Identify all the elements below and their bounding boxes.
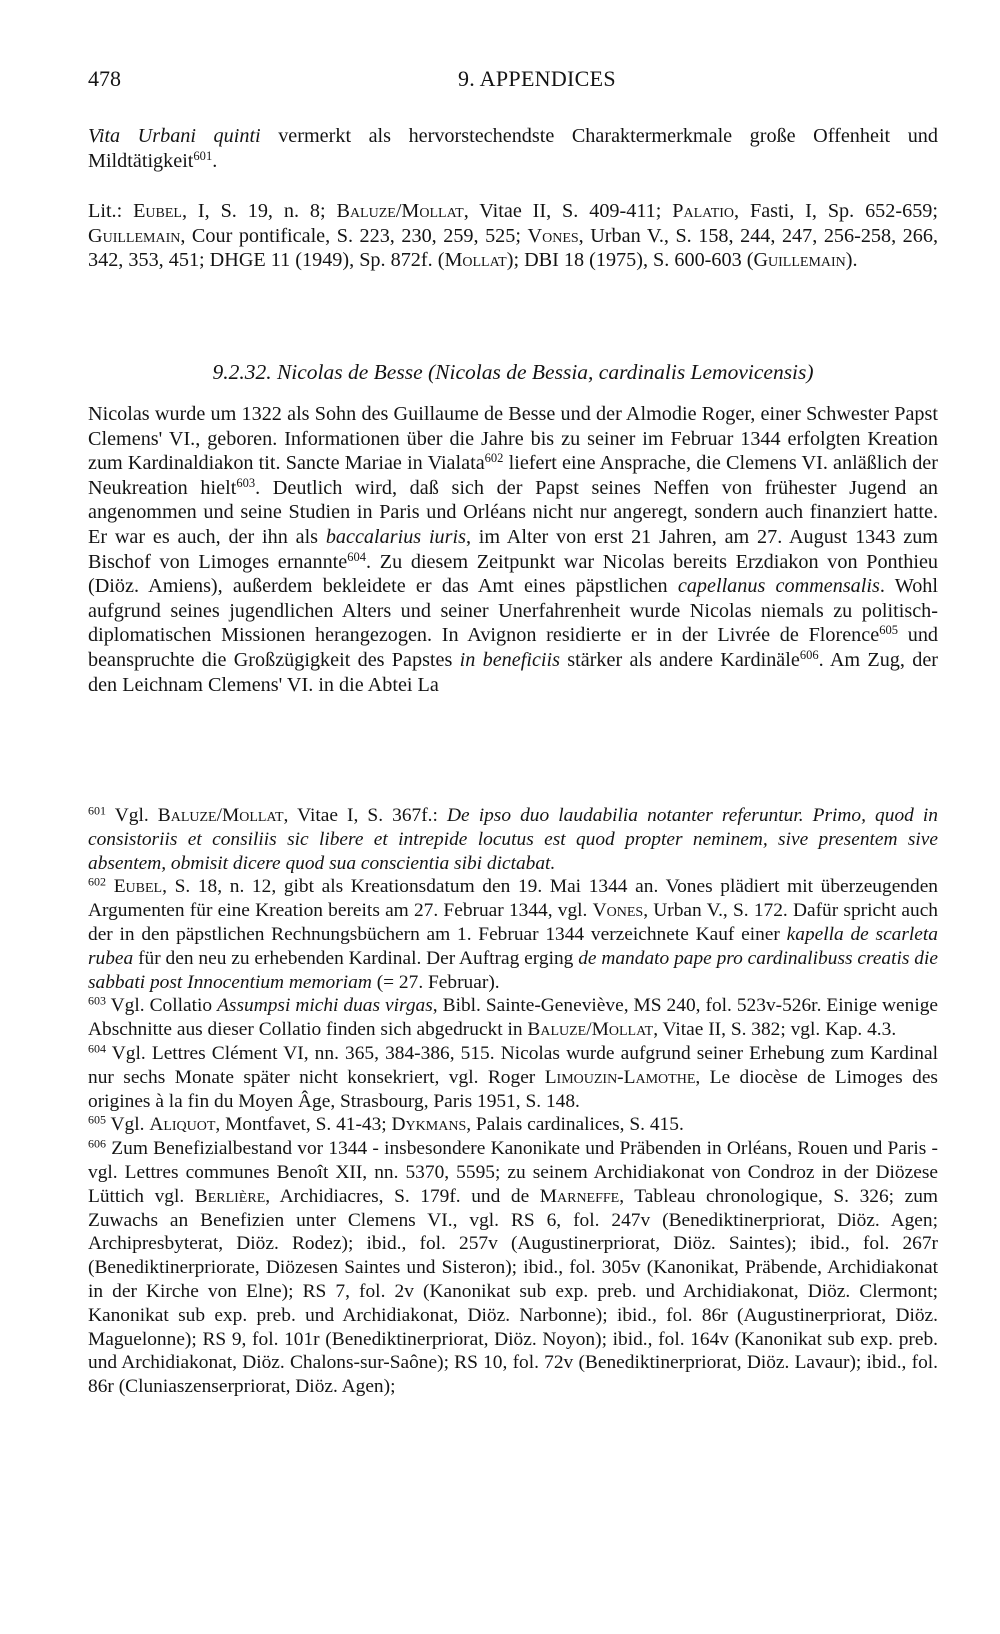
footnote-number: 603 xyxy=(88,993,107,1008)
footnotes-block xyxy=(88,804,938,1399)
footnote-number: 606 xyxy=(88,1136,107,1151)
italic-term: in beneficiis xyxy=(459,648,560,671)
author-name: Baluze/Mollat xyxy=(157,805,284,826)
footnote-number: 605 xyxy=(88,1112,107,1127)
intro-paragraph: Vita Urbani quinti vermerkt als hervorstechendste Charaktermerkmale große Offenheit und Mildtätigkeit$^{601}$. xyxy=(88,125,938,172)
footnote-ref-605: 605 xyxy=(879,623,898,638)
author-name: Dykmans xyxy=(391,1114,467,1136)
author-name: Aliquot xyxy=(149,1114,216,1136)
latin-term: kapella de scarleta rubea xyxy=(88,923,938,969)
footnote-ref-601: 601 xyxy=(193,148,213,163)
author-name: Marneffe xyxy=(539,1185,620,1207)
author-name: Berlière xyxy=(194,1185,266,1207)
author-name: Eubel xyxy=(133,200,182,222)
footnote-number: 604 xyxy=(88,1041,107,1056)
italic-term: capellanus commensalis xyxy=(677,575,880,598)
literature-paragraph: Lit.: Eubel, I, S. 19, n. 8; Baluze/Mollat, Vitae II, S. 409-411; Palatio, Fasti, I, Sp. 652-659; Guillemain, Cour pontificale, S. 223, 230, 259, 525; Vones, Urban V., S. 158, 244, 247, 256-258, 266, 342, 353, 451; DHGE 11 (1949), Sp. 872f. (Mollat); DBI 18 (1975), S. 600-603 (Guillemain). xyxy=(88,200,939,272)
author-name: Eubel xyxy=(113,876,163,898)
footnote-601: $^{601}$ Vgl. Baluze/Mollat, Vitae I, S. 367f.: De ipso duo laudabilia notanter referuntur. Primo, quod in consistoriis et consiliis sic libere et intrepide locutus est quod propter neminem, sive presentem sive absentem, obmisit dicere quod sua conscientia sibi dictabat. xyxy=(88,803,939,874)
running-head: 9. APPENDICES xyxy=(458,66,616,91)
author-name: Vones xyxy=(527,224,579,247)
page-header xyxy=(88,66,938,102)
latin-quote: de mandato pape pro cardinalibuss creatis die sabbati post Innocentium memoriam xyxy=(88,947,938,993)
latin-quote: De ipso duo laudabilia notanter referuntur. Primo, quod in consistoriis et consiliis sic libere et intrepide locutus est quod propter neminem, sive presentem sive absentem, obmisit dicere quod sua conscientia sibi dictabat. xyxy=(88,805,939,874)
author-name: Guillemain xyxy=(88,224,181,247)
author-name: Vones xyxy=(592,900,644,922)
footnote-606: $^{606}$ Zum Benefizialbestand vor 1344 - insbesondere Kanonikate und Präbenden in Orléans, Rouen und Paris - vgl. Lettres communes Benoît XII, nn. 5370, 5595; zu seinem Archidiakonat von Condroz in der Diözese Lüttich vgl. Berlière, Archidiacres, S. 179f. und de Marneffe, Tableau chronologique, S. 326; zum Zuwachs an Benefizien unter Clemens VI., vgl. RS 6, fol. 247v (Benediktinerpriorat, Diöz. Agen; Archipresbyterat, Diöz. Rodez); ibid., fol. 257v (Augustinerpriorat, Diöz. Saintes); ibid., fol. 267r (Benediktinerpriorate, Diözesen Saintes und Sisteron); ibid., fol. 305v (Kanonikat, Präbende, Archidiakonat in der Kirche von Elne); RS 7, fol. 2v (Kanonikat sub exp. preb. und Archidiakonat, Diöz. Clermont; Kanonikat sub exp. preb. und Archidiakonat, Diöz. Narbonne); ibid., fol. 86r (Augustinerpriorat, Diöz. Maguelonne); RS 9, fol. 101r (Benediktinerpriorat, Diöz. Noyon); ibid., fol. 164v (Kanonikat sub exp. preb. und Archidiakonat, Diöz. Chalons-sur-Saône); RS 10, fol. 72v (Benediktinerpriorat, Diöz. Lavaur); ibid., fol. 86r (Cluniaszenserpriorat, Diöz. Agen); xyxy=(88,1136,938,1398)
footnote-ref-606: 606 xyxy=(799,648,819,663)
author-name: Mollat xyxy=(444,249,507,272)
footnote-605: $^{605}$ Vgl. Aliquot, Montfavet, S. 41-43; Dykmans, Palais cardinalices, S. 415. xyxy=(88,1112,684,1136)
footnote-number: 601 xyxy=(88,803,107,818)
author-name: Guillemain xyxy=(753,249,846,272)
work-title: Vita Urbani quinti xyxy=(88,125,261,147)
italic-term: baccalarius iuris xyxy=(325,525,466,548)
page-number: 478 xyxy=(88,66,121,91)
footnote-602: $^{602}$ Eubel, S. 18, n. 12, gibt als Kreationsdatum den 19. Mai 1344 an. Vones plädiert mit überzeugenden Argumenten für eine Kreation bereits am 27. Februar 1344, vgl. Vones, Urban V., S. 172. Dafür spricht auch der in den päpstlichen Rechnungsbüchern am 1. Februar 1344 verzeichnete Kauf einer kapella de scarleta rubea für den neu zu erhebenden Kardinal. Der Auftrag erging de mandato pape pro cardinalibuss creatis die sabbati post Innocentium memoriam (= 27. Februar). xyxy=(88,874,938,993)
footnote-number: 602 xyxy=(88,874,107,889)
footnote-ref-603: 603 xyxy=(236,475,256,490)
footnote-603: $^{603}$ Vgl. Collatio Assumpsi michi duas virgas, Bibl. Sainte-Geneviève, MS 240, fol. 523v-526r. Einige wenige Abschnitte aus dieser Collatio finden sich abgedruckt in Baluze/Mollat, Vitae II, S. 382; vgl. Kap. 4.3. xyxy=(88,993,939,1041)
main-paragraph: Nicolas wurde um 1322 als Sohn des Guillaume de Besse und der Almodie Roger, einer Schwester Papst Clemens' VI., geboren. Informationen über die Jahre bis zu seiner im Februar 1344 erfolgten Kreation zum Kardinaldiakon tit. Sancte Mariae in Vialata$^{602}$ liefert eine Ansprache, die Clemens VI. anläßlich der Neukreation hielt$^{603}$. Deutlich wird, daß sich der Papst seines Neffen von frühester Jugend an angenommen und seine Studien in Paris und Orléans nicht nur angeregt, sondern auch finanziert hatte. Er war es auch, der ihn als baccalarius iuris, im Alter von erst 21 Jahren, am 27. August 1343 zum Bischof von Limoges ernannte$^{604}$. Zu diesem Zeitpunkt war Nicolas bereits Erzdiakon von Ponthieu (Diöz. Amiens), außerdem bekleidete er das Amt eines päpstlichen capellanus commensalis. Wohl aufgrund seines jugendlichen Alters und seiner Unerfahrenheit wurde Nicolas niemals zu politisch-diplomatischen Missionen herangezogen. In Avignon residierte er in der Livrée de Florence$^{605}$ und beanspruchte die Großzügigkeit des Papstes in beneficiis stärker als andere Kardinäle$^{606}$. Am Zug, der den Leichnam Clemens' VI. in die Abtei La xyxy=(88,403,939,696)
footnote-604: $^{604}$ Vgl. Lettres Clément VI, nn. 365, 384-386, 515. Nicolas wurde aufgrund seiner Erhebung zum Kardinal nur sechs Monate später nicht konsekriert, vgl. Roger Limouzin-Lamothe, Le diocèse de Limoges des origines à la fin du Moyen Âge, Strasbourg, Paris 1951, S. 148. xyxy=(88,1041,938,1112)
author-name: Baluze/Mollat xyxy=(527,1019,654,1041)
footnote-ref-604: 604 xyxy=(347,549,367,564)
author-name: Baluze/Mollat xyxy=(336,200,464,222)
footnote-ref-602: 602 xyxy=(484,451,504,466)
latin-title: Assumpsi michi duas virgas xyxy=(217,995,433,1017)
author-name: Limouzin-Lamothe xyxy=(544,1066,696,1088)
section-heading: 9.2.32. Nicolas de Besse (Nicolas de Bessia, cardinalis Lemovicensis) xyxy=(212,360,814,384)
author-name: Palatio xyxy=(672,200,735,222)
